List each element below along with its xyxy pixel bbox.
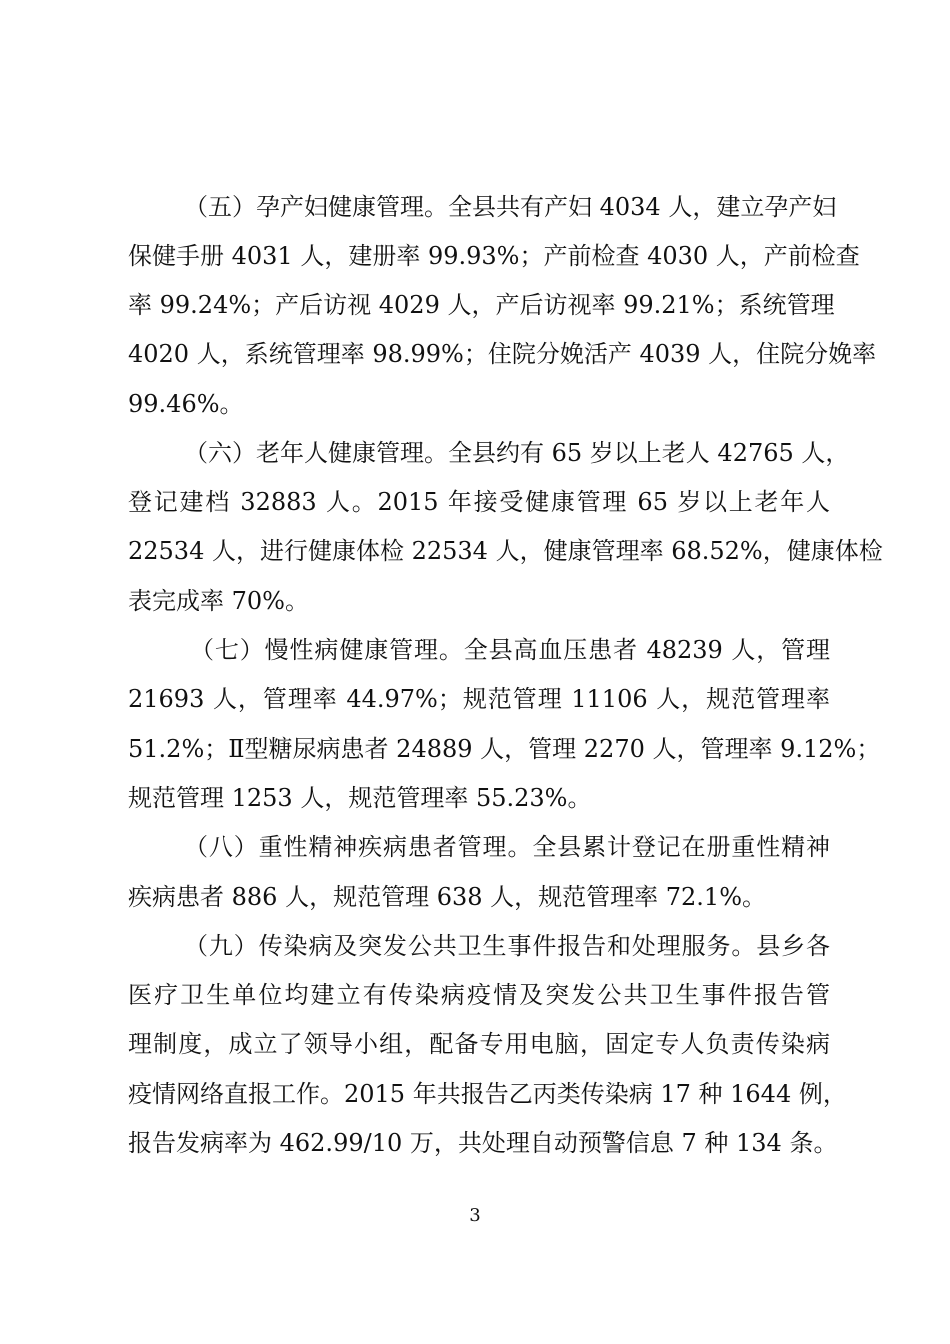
- paragraph-7-line-3: 51.2%；Ⅱ型糖尿病患者 24889 人，管理 2270 人，管理率 9.12%；: [128, 735, 881, 763]
- paragraph-5-line-3: 率 99.24%；产后访视 4029 人，产后访视率 99.21%；系统管理: [128, 291, 835, 319]
- paragraph-6-line-3: 22534 人，进行健康体检 22534 人，健康管理率 68.52%，健康体检: [128, 537, 883, 565]
- paragraph-6-line-4: 表完成率 70%。: [128, 587, 309, 615]
- paragraph-6-line-1: （六）老年人健康管理。全县约有 65 岁以上老人 42765 人，: [184, 439, 850, 467]
- paragraph-7-line-2: 21693 人，管理率 44.97%；规范管理 11106 人，规范管理率: [128, 685, 830, 713]
- paragraph-8-line-1: （八）重性精神疾病患者管理。全县累计登记在册重性精神: [184, 833, 830, 861]
- paragraph-5-line-5: 99.46%。: [128, 390, 244, 418]
- paragraph-8-line-2: 疾病患者 886 人，规范管理 638 人，规范管理率 72.1%。: [128, 883, 767, 911]
- paragraph-6-line-2: 登记建档 32883 人。2015 年接受健康管理 65 岁以上老年人: [128, 488, 830, 516]
- paragraph-5-line-2: 保健手册 4031 人，建册率 99.93%；产前检查 4030 人，产前检查: [128, 242, 860, 270]
- paragraph-5-line-4: 4020 人，系统管理率 98.99%；住院分娩活产 4039 人，住院分娩率: [128, 340, 877, 368]
- paragraph-9-line-3: 理制度，成立了领导小组，配备专用电脑，固定专人负责传染病: [128, 1030, 830, 1058]
- paragraph-5-line-1: （五）孕产妇健康管理。全县共有产妇 4034 人，建立孕产妇: [184, 193, 837, 221]
- paragraph-9-line-4: 疫情网络直报工作。2015 年共报告乙丙类传染病 17 种 1644 例，: [128, 1080, 847, 1108]
- paragraph-9-line-5: 报告发病率为 462.99/10 万，共处理自动预警信息 7 种 134 条。: [128, 1129, 838, 1157]
- paragraph-7-line-1: （七）慢性病健康管理。全县高血压患者 48239 人，管理: [190, 636, 830, 664]
- paragraph-9-line-1: （九）传染病及突发公共卫生事件报告和处理服务。县乡各: [184, 932, 830, 960]
- page-number: 3: [469, 1205, 481, 1226]
- paragraph-7-line-4: 规范管理 1253 人，规范管理率 55.23%。: [128, 784, 592, 812]
- paragraph-9-line-2: 医疗卫生单位均建立有传染病疫情及突发公共卫生事件报告管: [128, 981, 830, 1009]
